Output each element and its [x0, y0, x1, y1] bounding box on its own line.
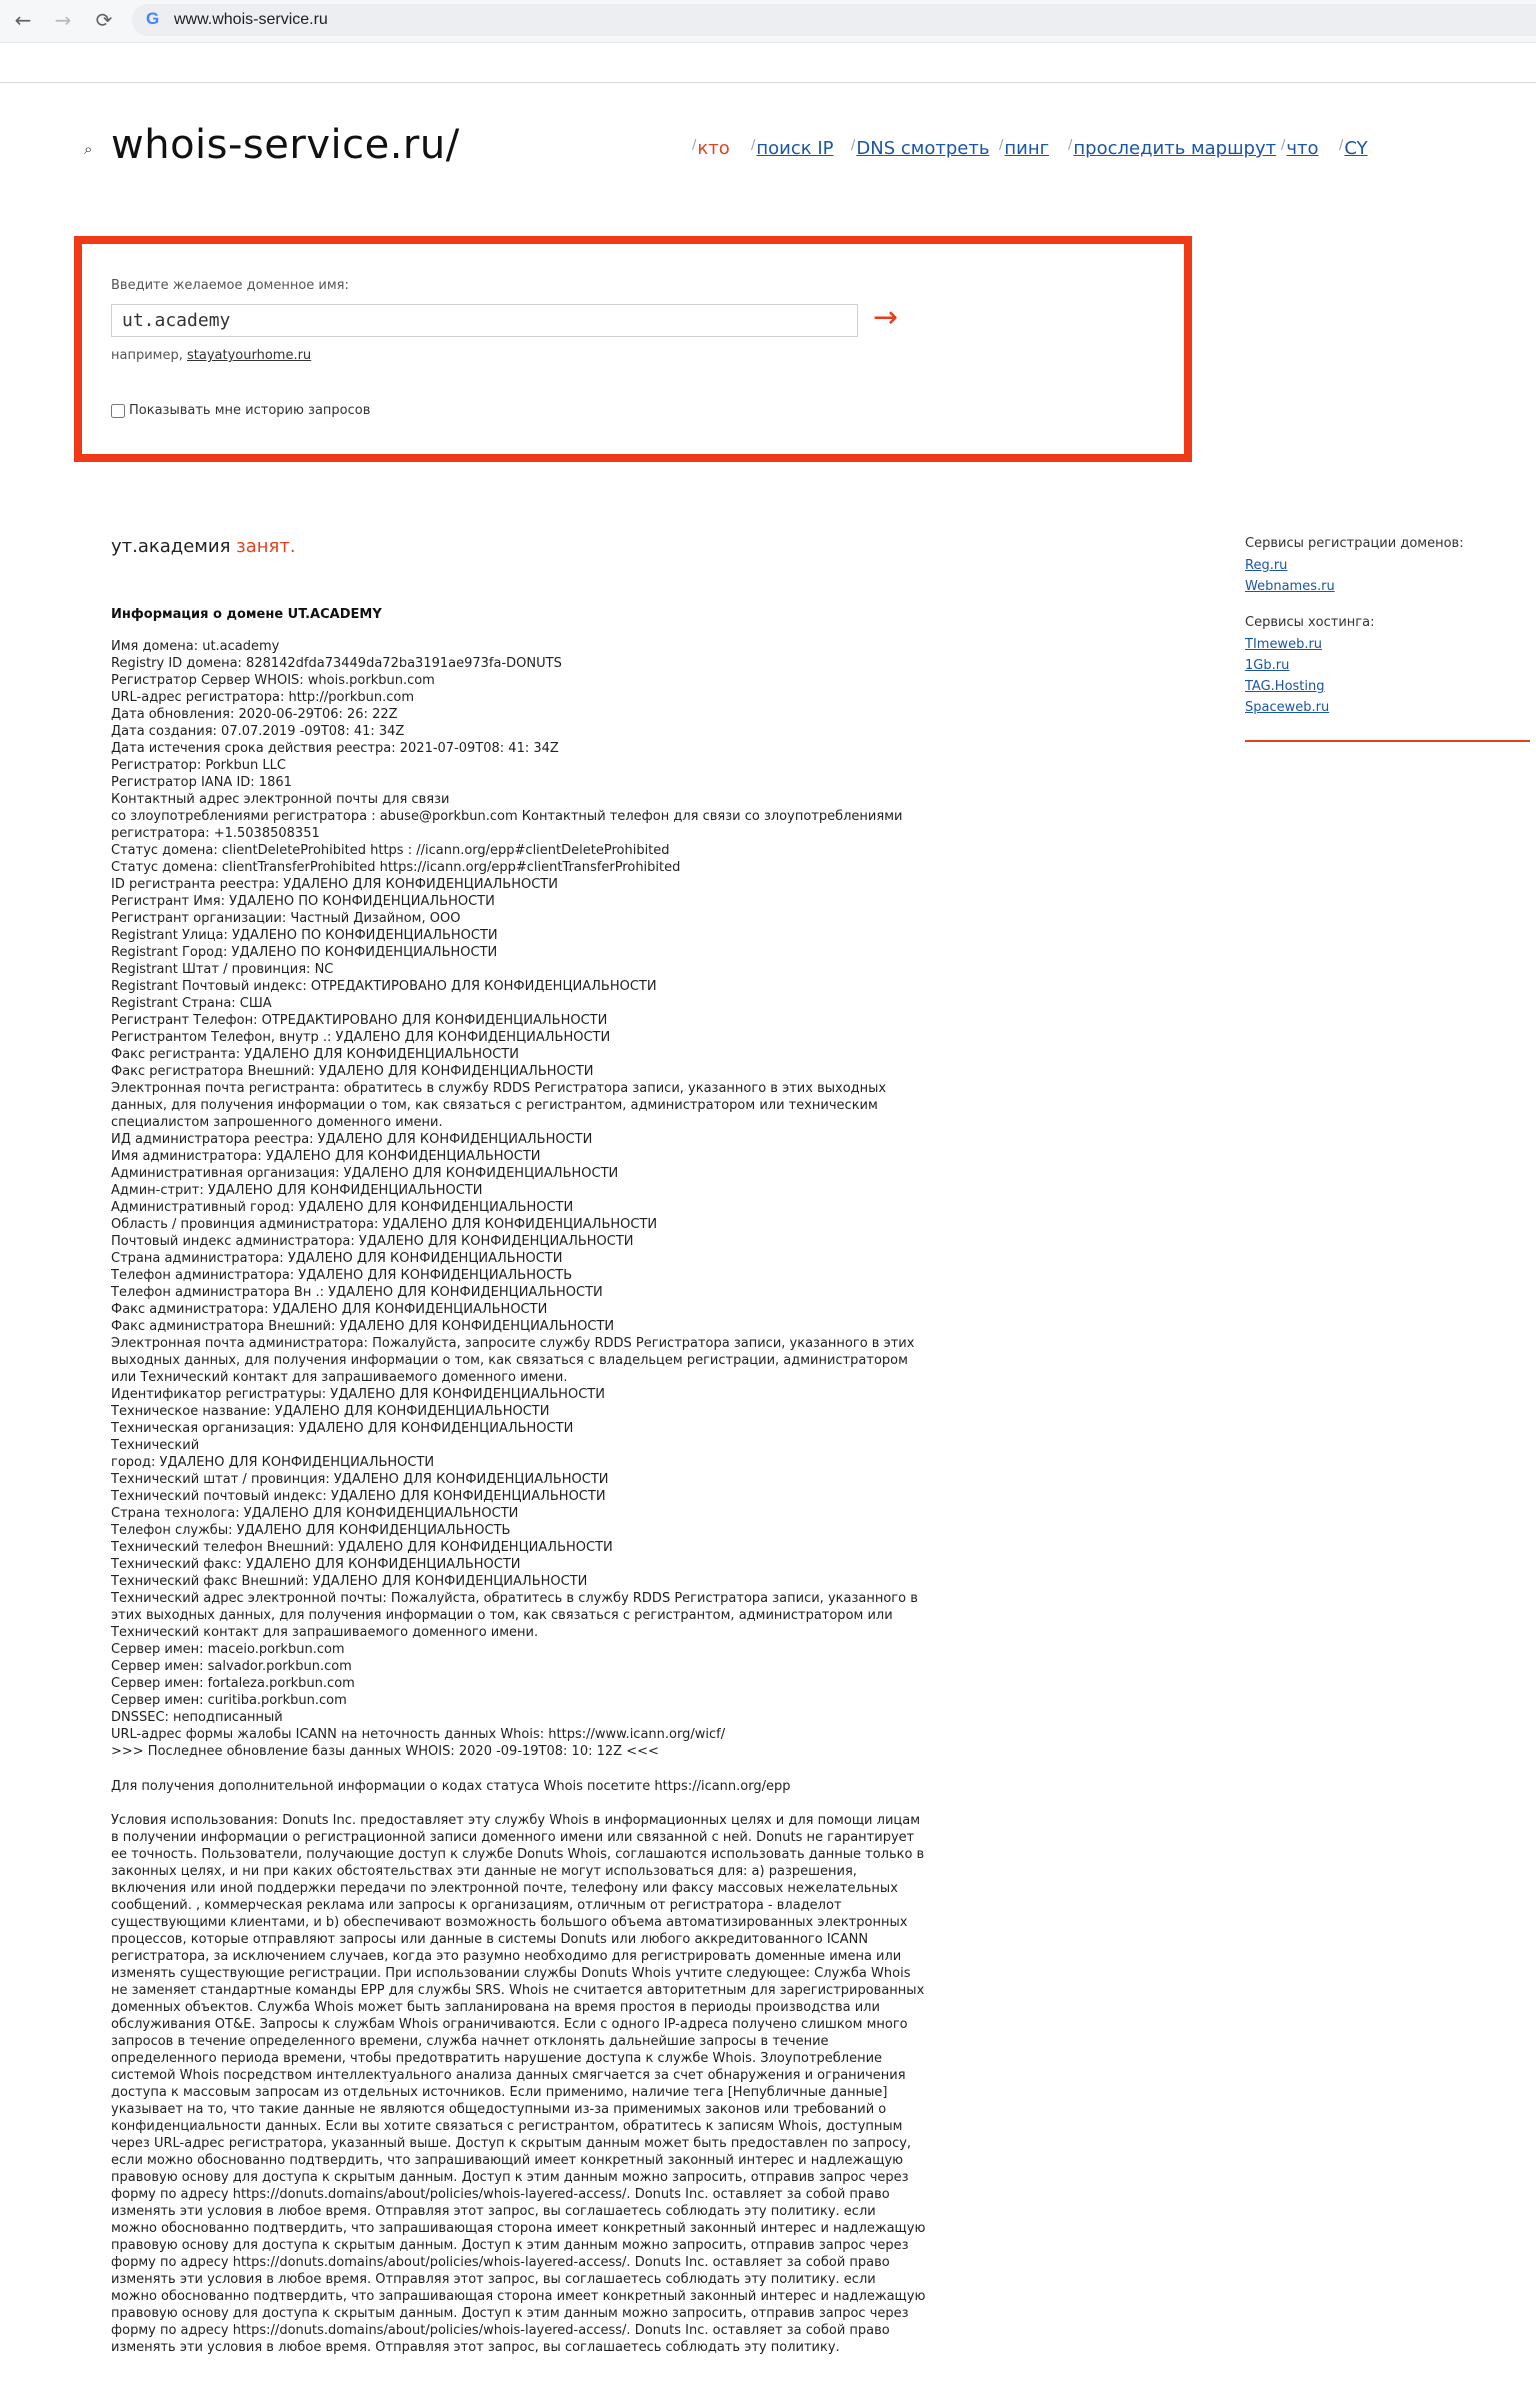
nav-item-what[interactable]: /что: [1281, 138, 1319, 159]
terms-line: существующими клиентами, и b) обеспечивают возможность большого объема автоматизированных электронных: [111, 1915, 908, 1930]
whois-line: Факс регистратора Внешний: УДАЛЕНО ДЛЯ КОНФИДЕНЦИАЛЬНОСТИ: [111, 1064, 594, 1079]
info-title: Информация о домене UT.ACADEMY: [111, 607, 382, 622]
whois-line: Имя администратора: УДАЛЕНО ДЛЯ КОНФИДЕНЦИАЛЬНОСТИ: [111, 1149, 541, 1164]
reload-icon[interactable]: ⟳: [95, 8, 113, 32]
terms-line: регистратора, за исключением случаев, когда это разумно необходимо для регистрировать доменные имена или: [111, 1949, 902, 1964]
sidebar-link-tag-hosting[interactable]: TAG.Hosting: [1245, 679, 1325, 694]
whois-line: Регистрант организации: Частный Дизайном, ООО: [111, 911, 461, 926]
submit-arrow-icon[interactable]: →: [873, 300, 899, 335]
site-logo[interactable]: whois-service.ru/: [111, 122, 460, 168]
terms-line: можно обоснованно подтвердить, что запрашивающая сторона имеет конкретный законный интерес и надлежащую: [111, 2221, 926, 2236]
domain-status: [111, 536, 296, 557]
terms-line: если можно обоснованно подтвердить, что запрашивающий имеет конкретный законный интерес и надлежащую: [111, 2153, 904, 2168]
nav-item-cy[interactable]: /CY: [1339, 138, 1368, 159]
forward-icon[interactable]: →: [54, 8, 72, 32]
terms-line: форму по адресу https://donuts.domains/about/policies/whois-layered-access/. Donuts Inc. оставляет за собой право: [111, 2187, 890, 2202]
whois-line: Электронная почта администратора: Пожалуйста, запросите службу RDDS Регистратора записи, указанного в этих: [111, 1336, 915, 1351]
whois-line: Телефон администратора: УДАЛЕНО ДЛЯ КОНФИДЕНЦИАЛЬНОСТЬ: [111, 1268, 573, 1283]
browser-toolbar: [0, 0, 1536, 43]
whois-line: Электронная почта регистранта: обратитесь в службу RDDS Регистратора записи, указанного в этих выходных: [111, 1081, 887, 1096]
terms-line: правовую основу для доступа к скрытым данным. Доступ к этим данным можно запросить, отправив запрос через: [111, 2306, 909, 2321]
terms-line: не заменяет стандартные команды EPP для службы SRS. Whois не считается авторитетным для зарегистрированных: [111, 1983, 925, 1998]
back-icon[interactable]: ←: [14, 8, 32, 32]
whois-line: URL-адрес формы жалобы ICANN на неточность данных Whois: https://www.icann.org/wicf/: [111, 1727, 726, 1742]
terms-line: форму по адресу https://donuts.domains/about/policies/whois-layered-access/. Donuts Inc. оставляет за собой право: [111, 2255, 890, 2270]
sidebar-link-reg[interactable]: Reg.ru: [1245, 558, 1288, 573]
whois-line: выходных данных, для получения информации о том, как связаться с владельцем регистрации, администратором: [111, 1353, 908, 1368]
header-divider: [0, 82, 1536, 83]
whois-line: Технический: [111, 1438, 200, 1453]
terms-line: Условия использования: Donuts Inc. предоставляет эту службу Whois в информационных целях и для помощи лицам: [111, 1813, 921, 1828]
terms-line: запросов в течение определенного времени, служба начнет отклонять дальнейшие запросы в течение: [111, 2034, 829, 2049]
terms-line: указывает на то, что такие данные не являются общедоступными из-за применимых законов или требований о: [111, 2102, 887, 2117]
whois-line: ID регистранта реестра: УДАЛЕНО ДЛЯ КОНФИДЕНЦИАЛЬНОСТИ: [111, 877, 558, 892]
terms-line: форму по адресу https://donuts.domains/about/policies/whois-layered-access/. Donuts Inc. оставляет за собой право: [111, 2323, 890, 2338]
whois-line: Регистрант Имя: УДАЛЕНО ПО КОНФИДЕНЦИАЛЬНОСТИ: [111, 894, 495, 909]
whois-line: Регистратор Сервер WHOIS: whois.porkbun.com: [111, 673, 435, 688]
status-codes-note: Для получения дополнительной информации о кодах статуса Whois посетите https://icann.org/epp: [111, 1779, 791, 1794]
whois-line: Registrant Штат / провинция: NC: [111, 962, 334, 977]
whois-line: Контактный адрес электронной почты для связи: [111, 792, 450, 807]
terms-line: системой Whois посредством интеллектуального анализа данных смягчается за счет обнаружения и ограничения: [111, 2068, 906, 2083]
sidebar-link-spaceweb[interactable]: Spaceweb.ru: [1245, 700, 1330, 715]
whois-line: Дата обновления: 2020-06-29T06: 26: 22Z: [111, 707, 398, 722]
whois-line: Телефон администратора Вн .: УДАЛЕНО ДЛЯ КОНФИДЕНЦИАЛЬНОСТИ: [111, 1285, 603, 1300]
whois-line: >>> Последнее обновление базы данных WHOIS: 2020 -09-19T08: 10: 12Z <<<: [111, 1744, 659, 1759]
whois-line: Технический телефон Внешний: УДАЛЕНО ДЛЯ КОНФИДЕНЦИАЛЬНОСТИ: [111, 1540, 613, 1555]
whois-line: Технический адрес электронной почты: Пожалуйста, обратитесь в службу RDDS Регистратора записи, указанного в: [111, 1591, 918, 1606]
sidebar-divider: [1245, 740, 1530, 742]
whois-line: этих выходных данных, для получения информации о том, как связаться с регистрантом, администратором или: [111, 1608, 893, 1623]
whois-line: Имя домена: ut.academy: [111, 639, 280, 654]
top-nav: [0, 138, 1536, 164]
nav-item-who[interactable]: /кто: [692, 138, 730, 159]
domain-input[interactable]: [111, 304, 858, 337]
terms-line: в получении информации о регистрационной записи доменного имени или связанной с ней. Donuts не гарантирует: [111, 1830, 915, 1845]
whois-line: Технический факс Внешний: УДАЛЕНО ДЛЯ КОНФИДЕНЦИАЛЬНОСТИ: [111, 1574, 588, 1589]
search-icon: ⌕: [84, 140, 93, 158]
whois-line: Registrant Почтовый индекс: ОТРЕДАКТИРОВАНО ДЛЯ КОНФИДЕНЦИАЛЬНОСТИ: [111, 979, 657, 994]
whois-line: Registrant Страна: США: [111, 996, 272, 1011]
whois-line: Сервер имен: maceio.porkbun.com: [111, 1642, 345, 1657]
registration-services-title: Сервисы регистрации доменов:: [1245, 536, 1464, 551]
terms-line: обслуживания OT&E. Запросы к службам Whois ограничиваются. Если с одного IP-адреса получено слишком много: [111, 2017, 908, 2032]
terms-line: изменять существующие регистрации. При использовании службы Donuts Whois учтите следующее: Служба Whois: [111, 1966, 911, 1981]
terms-line: доменных объектов. Служба Whois может быть запланирована на время простоя в периоды производства или: [111, 2000, 880, 2015]
whois-line: URL-адрес регистратора: http://porkbun.com: [111, 690, 414, 705]
whois-line: Registrant Улица: УДАЛЕНО ПО КОНФИДЕНЦИАЛЬНОСТИ: [111, 928, 498, 943]
sidebar-link-timeweb[interactable]: TImeweb.ru: [1245, 637, 1323, 652]
whois-line: Техническое название: УДАЛЕНО ДЛЯ КОНФИДЕНЦИАЛЬНОСТИ: [111, 1404, 550, 1419]
search-label: Введите желаемое доменное имя:: [111, 278, 349, 293]
whois-record: [111, 638, 918, 1760]
terms-line: изменять эти условия в любое время. Отправляя этот запрос, вы соглашаетесь соблюдать эту политику.: [111, 2340, 840, 2355]
whois-line: Телефон службы: УДАЛЕНО ДЛЯ КОНФИДЕНЦИАЛЬНОСТЬ: [111, 1523, 511, 1538]
nav-item-dns[interactable]: /DNS смотреть: [851, 138, 990, 159]
history-toggle[interactable]: [111, 403, 370, 418]
whois-line: специалистом запрошенного доменного имени.: [111, 1115, 443, 1130]
whois-line: Дата создания: 07.07.2019 -09T08: 41: 34Z: [111, 724, 405, 739]
terms-line: ее точность. Пользователи, получающие доступ к службе Donuts Whois, соглашаются использовать данные только в: [111, 1847, 925, 1862]
nav-item-ping[interactable]: /пинг: [999, 138, 1050, 159]
example-link[interactable]: stayatyourhome.ru: [187, 348, 312, 363]
whois-line: Страна технолога: УДАЛЕНО ДЛЯ КОНФИДЕНЦИАЛЬНОСТИ: [111, 1506, 519, 1521]
whois-line: или Технический контакт для запрашиваемого доменного имени.: [111, 1370, 568, 1385]
whois-line: Регистратор IANA ID: 1861: [111, 775, 292, 790]
terms-line: изменять эти условия в любое время. Отправляя этот запрос, вы соглашаетесь соблюдать эту политику. если: [111, 2272, 876, 2287]
terms-line: включения или иной поддержки передачи по электронной почте, телефону или факсу массовых нежелательных: [111, 1881, 898, 1896]
terms-line: процессов, которые отправляют запросы или данные в системы Donuts или любого аккредитованного ICANN: [111, 1932, 869, 1947]
whois-line: Дата истечения срока действия реестра: 2021-07-09T08: 41: 34Z: [111, 741, 559, 756]
whois-line: Технический факс: УДАЛЕНО ДЛЯ КОНФИДЕНЦИАЛЬНОСТИ: [111, 1557, 521, 1572]
sidebar-link-1gb[interactable]: 1Gb.ru: [1245, 658, 1290, 673]
whois-line: Админ-стрит: УДАЛЕНО ДЛЯ КОНФИДЕНЦИАЛЬНОСТИ: [111, 1183, 483, 1198]
whois-line: регистратора: +1.5038508351: [111, 826, 320, 841]
terms-line: можно обоснованно подтвердить, что запрашивающая сторона имеет конкретный законный интерес и надлежащую: [111, 2289, 926, 2304]
sidebar-link-webnames[interactable]: Webnames.ru: [1245, 579, 1335, 594]
whois-line: Сервер имен: curitiba.porkbun.com: [111, 1693, 347, 1708]
whois-line: Административный город: УДАЛЕНО ДЛЯ КОНФИДЕНЦИАЛЬНОСТИ: [111, 1200, 574, 1215]
whois-line: Технический почтовый индекс: УДАЛЕНО ДЛЯ КОНФИДЕНЦИАЛЬНОСТИ: [111, 1489, 606, 1504]
whois-line: Статус домена: clientTransferProhibited https://icann.org/epp#clientTransferProhibited: [111, 860, 681, 875]
whois-line: город: УДАЛЕНО ДЛЯ КОНФИДЕНЦИАЛЬНОСТИ: [111, 1455, 435, 1470]
status-badge: занят.: [236, 536, 296, 557]
sidebar: [1245, 536, 1530, 720]
whois-line: Область / провинция администратора: УДАЛЕНО ДЛЯ КОНФИДЕНЦИАЛЬНОСТИ: [111, 1217, 658, 1232]
terms-line: определенного периода времени, чтобы предотвратить нарушение доступа к службе Whois. Злоупотребление: [111, 2051, 883, 2066]
whois-line: Страна администратора: УДАЛЕНО ДЛЯ КОНФИДЕНЦИАЛЬНОСТИ: [111, 1251, 563, 1266]
whois-line: Техническая организация: УДАЛЕНО ДЛЯ КОНФИДЕНЦИАЛЬНОСТИ: [111, 1421, 574, 1436]
whois-line: Регистрантом Телефон, внутр .: УДАЛЕНО ДЛЯ КОНФИДЕНЦИАЛЬНОСТИ: [111, 1030, 611, 1045]
whois-line: ИД администратора реестра: УДАЛЕНО ДЛЯ КОНФИДЕНЦИАЛЬНОСТИ: [111, 1132, 593, 1147]
sidebar-gap: [1245, 599, 1530, 615]
whois-line: DNSSEC: неподписанный: [111, 1710, 283, 1725]
hosting-services-title: Сервисы хостинга:: [1245, 615, 1375, 630]
example-hint: например, stayatyourhome.ru: [111, 348, 312, 363]
terms-line: законных целях, и ни при каких обстоятельствах эти данные не могут использоваться для: а) разрешения,: [111, 1864, 857, 1879]
whois-line: Технический контакт для запрашиваемого доменного имени.: [111, 1625, 539, 1640]
terms-line: доступа к массовым запросам из отдельных источников. Если применимо, наличие тега [Непубличные данные]: [111, 2085, 888, 2100]
url-text[interactable]: www.whois-service.ru: [174, 11, 328, 28]
terms-line: правовую основу для доступа к скрытым данным. Доступ к этим данным можно запросить, отправив запрос через: [111, 2238, 909, 2253]
terms-line: сообщений. , коммерческая реклама или запросы к организациям, отличным от регистратора - владелот: [111, 1898, 842, 1913]
terms-line: через URL-адрес регистратора, указанный выше. Доступ к скрытым данным может быть предоставлен по запросу,: [111, 2136, 912, 2151]
terms-of-use: [111, 1812, 926, 2356]
whois-line: Технический штат / провинция: УДАЛЕНО ДЛЯ КОНФИДЕНЦИАЛЬНОСТИ: [111, 1472, 609, 1487]
address-bar[interactable]: [132, 4, 1536, 36]
whois-line: Регистрант Телефон: ОТРЕДАКТИРОВАНО ДЛЯ КОНФИДЕНЦИАЛЬНОСТИ: [111, 1013, 608, 1028]
terms-line: конфиденциальности данных. Если вы хотите связаться с регистрантом, обратитесь к записям Whois, доступным: [111, 2119, 903, 2134]
whois-line: Идентификатор регистратуры: УДАЛЕНО ДЛЯ КОНФИДЕНЦИАЛЬНОСТИ: [111, 1387, 605, 1402]
google-icon: G: [146, 9, 160, 28]
whois-line: Registrant Город: УДАЛЕНО ПО КОНФИДЕНЦИАЛЬНОСТИ: [111, 945, 498, 960]
whois-line: Факс регистранта: УДАЛЕНО ДЛЯ КОНФИДЕНЦИАЛЬНОСТИ: [111, 1047, 519, 1062]
terms-line: правовую основу для доступа к скрытым данным. Доступ к этим данным можно запросить, отправив запрос через: [111, 2170, 909, 2185]
terms-line: изменять эти условия в любое время. Отправляя этот запрос, вы соглашаетесь соблюдать эту политику. если: [111, 2204, 876, 2219]
whois-line: Факс администратора: УДАЛЕНО ДЛЯ КОНФИДЕНЦИАЛЬНОСТИ: [111, 1302, 548, 1317]
whois-line: Административная организация: УДАЛЕНО ДЛЯ КОНФИДЕНЦИАЛЬНОСТИ: [111, 1166, 619, 1181]
whois-line: Статус домена: clientDeleteProhibited https : //icann.org/epp#clientDeleteProhibited: [111, 843, 670, 858]
whois-line: со злоупотреблениями регистратора : abuse@porkbun.com Контактный телефон для связи со злоупотреблениями: [111, 809, 903, 824]
whois-line: данных, для получения информации о том, как связаться с регистрантом, администратором или техническим: [111, 1098, 878, 1113]
whois-line: Почтовый индекс администратора: УДАЛЕНО ДЛЯ КОНФИДЕНЦИАЛЬНОСТИ: [111, 1234, 634, 1249]
whois-line: Сервер имен: salvador.porkbun.com: [111, 1659, 352, 1674]
whois-line: Registry ID домена: 828142dfda73449da72ba3191ae973fa-DONUTS: [111, 656, 562, 671]
history-label: Показывать мне историю запросов: [129, 403, 371, 418]
whois-line: Сервер имен: fortaleza.porkbun.com: [111, 1676, 355, 1691]
whois-line: Регистратор: Porkbun LLC: [111, 758, 286, 773]
whois-line: Факс администратора Внешний: УДАЛЕНО ДЛЯ КОНФИДЕНЦИАЛЬНОСТИ: [111, 1319, 615, 1334]
nav-item-traceroute[interactable]: /проследить маршрут: [1068, 138, 1277, 159]
result-domain: ут.академия: [111, 536, 231, 557]
history-checkbox[interactable]: [111, 404, 125, 418]
nav-item-ip-search[interactable]: /поиск IP: [751, 138, 834, 159]
